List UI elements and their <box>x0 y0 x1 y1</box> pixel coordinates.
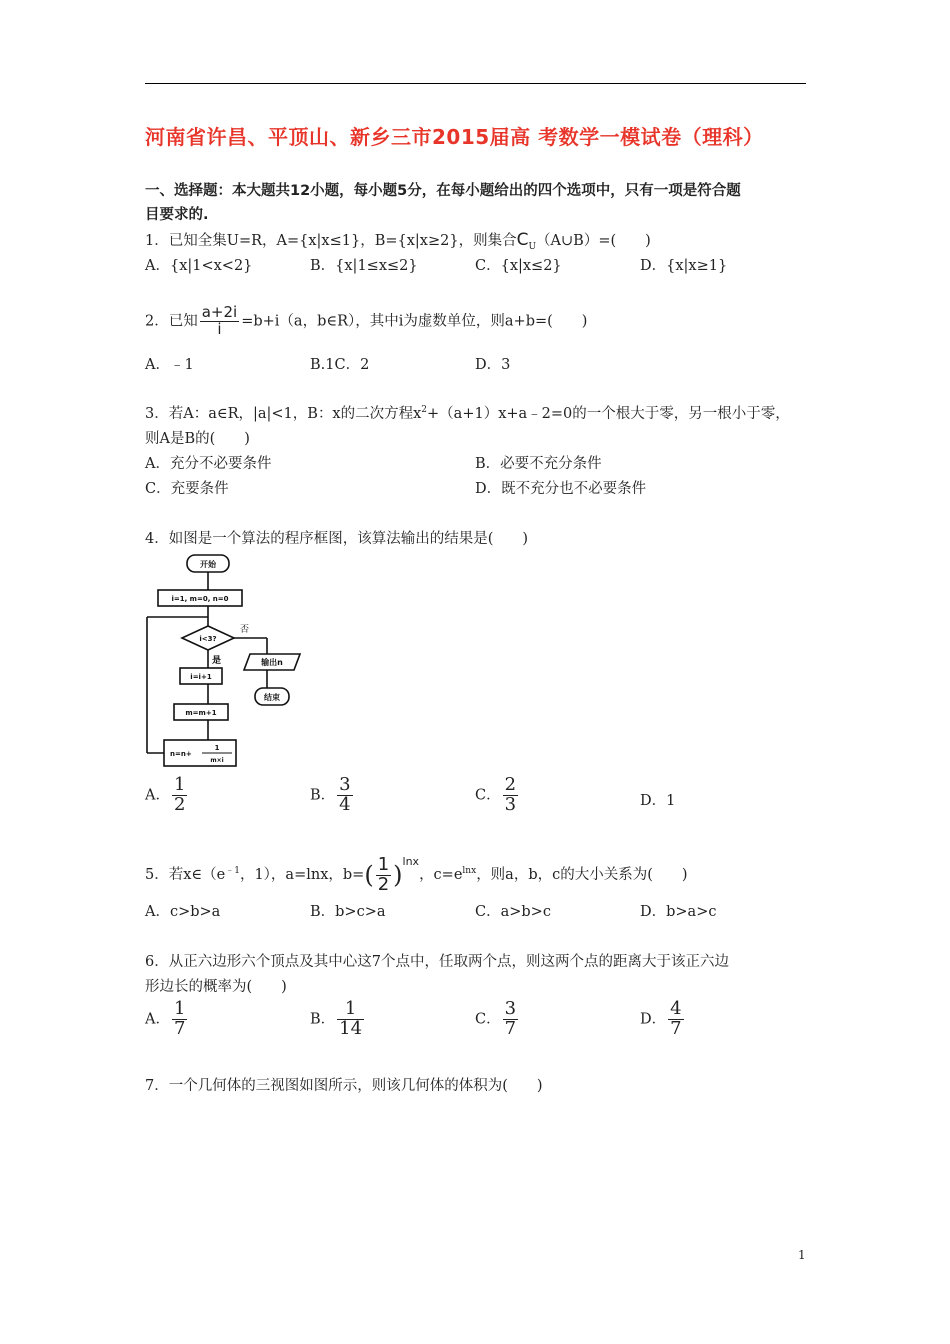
question-3-line2: 则A是B的( ) <box>145 431 250 447</box>
q6-c-fraction <box>503 1000 518 1039</box>
q3-option-a: A．充分不必要条件 <box>145 456 272 472</box>
question-6-line1: 6．从正六边形六个顶点及其中心这7个点中，任取两个点，则这两个点的距离大于该正六边 <box>145 954 729 970</box>
q1-complement-sub: U <box>528 241 537 252</box>
flow-yes-label: 是 <box>212 656 222 666</box>
q5-stem-c: ，c=e <box>419 867 463 883</box>
page-number: 1 <box>798 1248 806 1262</box>
flow-cond-label: i<3? <box>199 635 217 643</box>
q1-complement: C <box>516 230 529 250</box>
q2-frac-num: a+2i <box>201 303 238 321</box>
question-5-stem <box>145 855 688 894</box>
flowchart-diagram <box>142 552 307 770</box>
q6-option-c <box>475 1000 520 1039</box>
q6-d-fraction <box>668 1000 683 1039</box>
q4-option-b <box>310 776 355 815</box>
q1-option-b: B．{x|1≤x≤2} <box>310 258 418 274</box>
q5-paren-open: ( <box>364 861 374 889</box>
header-rule <box>145 83 806 84</box>
exam-title: 河南省许昌、平顶山、新乡三市2015届高 考数学一模试卷（理科） <box>145 125 764 149</box>
q4-d-label: D． <box>640 793 667 809</box>
flow-start-label: 开始 <box>200 560 216 569</box>
section-heading-line2: 目要求的. <box>145 207 209 223</box>
question-2-stem <box>145 305 587 338</box>
q4-a-num: 1 <box>173 774 186 795</box>
q5-exp: lnx <box>402 855 420 868</box>
flow-init-label: i=1, m=0, n=0 <box>171 595 229 603</box>
q4-a-label: A． <box>145 787 170 804</box>
q6-a-den: 7 <box>173 1017 186 1039</box>
q5-frac-num: 1 <box>377 853 390 875</box>
q5-paren-close: ) <box>393 861 403 889</box>
q6-d-den: 7 <box>670 1017 682 1039</box>
q4-a-fraction <box>172 776 187 815</box>
question-4-stem: 4．如图是一个算法的程序框图，该算法输出的结果是( ) <box>145 531 529 547</box>
flow-end-label: 结束 <box>264 693 280 702</box>
question-3-line1 <box>145 402 790 423</box>
q2-option-b-c: B.1C．2 <box>310 357 370 373</box>
flow-no-label: 否 <box>240 625 250 635</box>
q6-c-label: C． <box>475 1011 501 1028</box>
q1-option-c: C．{x|x≤2} <box>475 258 562 274</box>
q4-b-fraction <box>337 776 352 815</box>
q6-option-a <box>145 1000 189 1039</box>
q2-stem-b: =b+i（a，b∈R），其中i为虚数单位，则a+b=( ) <box>241 313 588 330</box>
q6-a-num: 1 <box>173 998 186 1019</box>
q5-stem-b: ，1），a=lnx，b= <box>239 867 365 883</box>
q4-c-den: 3 <box>504 793 517 815</box>
question-6-line2: 形边长的概率为( ) <box>145 979 287 995</box>
q5-sup1: ﹣1 <box>225 866 240 877</box>
q5-option-c: C．a>b>c <box>475 904 551 920</box>
flow-step3-label: n=n+ <box>170 750 192 758</box>
q3-option-d: D．既不充分也不必要条件 <box>475 481 647 497</box>
q4-c-fraction <box>503 776 518 815</box>
q5-fraction <box>376 853 391 895</box>
q6-option-b <box>310 1000 366 1039</box>
question-1-stem <box>145 229 651 252</box>
q4-option-c <box>475 776 520 815</box>
q3-line1-b: +（a+1）x+a﹣2=0的一个根大于零，另一根小于零， <box>427 406 790 422</box>
q4-option-d <box>640 789 675 810</box>
q4-b-label: B． <box>310 787 336 804</box>
q4-b-den: 4 <box>339 793 351 815</box>
q6-c-den: 7 <box>504 1017 517 1039</box>
q6-b-fraction <box>337 1000 364 1039</box>
q5-stem-a: 5．若x∈（e <box>145 867 226 883</box>
q5-stem-d: ，则a，b，c的大小关系为( ) <box>476 867 688 883</box>
q2-option-d: D．3 <box>475 357 511 373</box>
flow-step2-label: m=m+1 <box>185 709 217 717</box>
q5-option-d: D．b>a>c <box>640 904 717 920</box>
section-heading-line1: 一、选择题：本大题共12小题，每小题5分，在每小题给出的四个选项中，只有一项是符合题 <box>145 183 741 199</box>
q6-d-label: D． <box>640 1011 667 1028</box>
q3-option-b: B．必要不充分条件 <box>475 456 602 472</box>
q6-option-d <box>640 1000 686 1039</box>
q1-option-d: D．{x|x≥1} <box>640 258 728 274</box>
q5-sup2: lnx <box>462 866 477 877</box>
q4-d-text: 1 <box>666 793 676 809</box>
q2-frac-den: i <box>217 319 222 338</box>
q4-option-a <box>145 776 189 815</box>
q6-c-num: 3 <box>504 998 517 1019</box>
q6-a-label: A． <box>145 1011 170 1028</box>
q6-a-fraction <box>172 1000 187 1039</box>
q6-d-num: 4 <box>670 998 682 1019</box>
question-7-stem: 7．一个几何体的三视图如图所示，则该几何体的体积为( ) <box>145 1078 543 1094</box>
q6-b-num: 1 <box>337 1000 364 1020</box>
q3-line1-a: 3．若A：a∈R，|a|<1，B：x的二次方程x <box>145 406 422 422</box>
q2-stem-a: 2．已知 <box>145 313 198 330</box>
q6-b-den: 14 <box>339 1017 363 1039</box>
q1-stem-b: （A∪B）=( ) <box>536 233 651 249</box>
q5-option-a: A．c>b>a <box>145 904 221 920</box>
flow-step3-den: m×i <box>210 757 224 764</box>
q6-b-label: B． <box>310 1011 336 1028</box>
q1-option-a: A．{x|1<x<2} <box>145 258 253 274</box>
q4-c-num: 2 <box>504 774 517 795</box>
q4-b-num: 3 <box>339 774 351 795</box>
q5-frac-den: 2 <box>377 873 390 895</box>
q1-stem-a: 1．已知全集U=R，A={x|x≤1}，B={x|x≥2}，则集合 <box>145 233 517 249</box>
q2-fraction <box>200 305 239 338</box>
flow-step1-label: i=i+1 <box>190 673 212 681</box>
q4-c-label: C． <box>475 787 501 804</box>
q5-option-b: B．b>c>a <box>310 904 386 920</box>
q2-option-a: A．﹣1 <box>145 357 194 373</box>
flow-output-label: 输出n <box>261 658 283 667</box>
q3-sup: 2 <box>421 405 428 416</box>
q3-option-c: C．充要条件 <box>145 481 229 497</box>
flow-step3-num: 1 <box>214 744 220 752</box>
q4-a-den: 2 <box>173 793 186 815</box>
